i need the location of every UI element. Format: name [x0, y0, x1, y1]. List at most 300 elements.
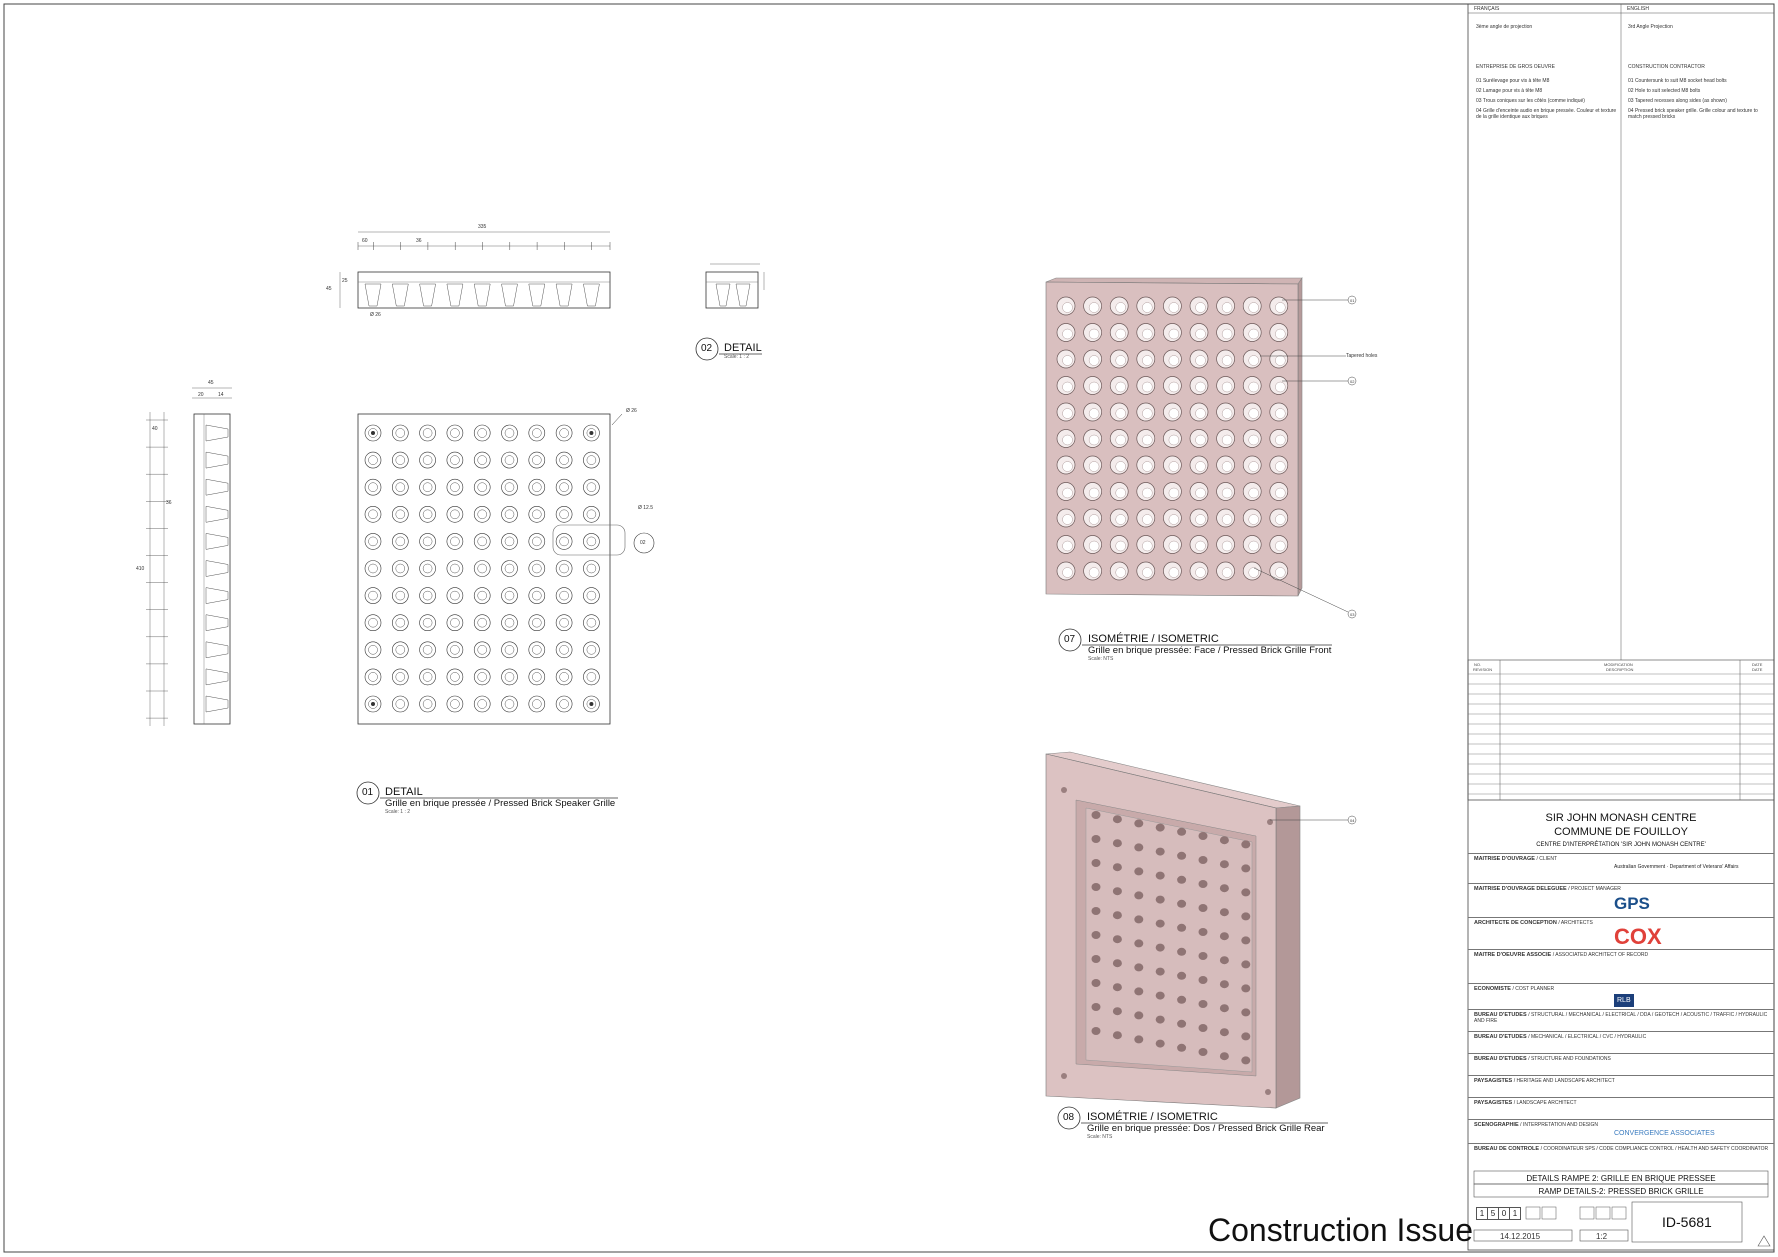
view-07-desc: Grille en brique pressée: Face / Pressed Brick Grille Front — [1088, 645, 1332, 656]
iso-hole-inner — [1169, 382, 1179, 392]
iso-hole-inner — [1275, 515, 1285, 525]
iso-rear-hole — [1199, 952, 1208, 960]
view-08-title — [1087, 1111, 1325, 1140]
grille-hole-inner — [369, 591, 378, 600]
top-taper — [556, 284, 572, 306]
party-logo: GPS — [1614, 894, 1650, 913]
iso-rear-hole — [1156, 896, 1165, 904]
party-role: SCENOGRAPHIE — [1474, 1122, 1521, 1128]
grille-hole-inner — [478, 456, 487, 465]
iso-rear-hole — [1156, 992, 1165, 1000]
iso-rear-hole — [1134, 1011, 1143, 1019]
grille-hole-inner — [396, 700, 405, 709]
party-separator — [1468, 1009, 1774, 1010]
grille-hole-inner — [450, 700, 459, 709]
grille-hole — [502, 588, 518, 604]
iso-rear-hole — [1220, 980, 1229, 988]
grille-hole-inner — [478, 618, 487, 627]
iso-hole-inner — [1222, 409, 1232, 419]
iso-rear-hole — [1092, 979, 1101, 987]
dim-top-height: 45 — [326, 286, 332, 292]
grille-hole-inner — [587, 564, 596, 573]
grille-hole-inner — [450, 672, 459, 681]
detail-02-reference: 02 — [640, 540, 646, 546]
iso-rear-hole — [1199, 904, 1208, 912]
grille-hole — [474, 425, 490, 441]
iso-hole-inner — [1249, 356, 1259, 366]
grille-hole — [502, 615, 518, 631]
side-taper — [206, 669, 228, 685]
iso-hole-inner — [1249, 435, 1259, 445]
top-taper — [583, 284, 599, 306]
bolt-hole — [371, 431, 375, 435]
party-role-en: / STRUCTURAL / MECHANICAL / ELECTRICAL / DDA / GEOTECH / ACOUSTIC / TRAFFIC / HYDRAULIC AND FIRE — [1474, 1012, 1768, 1024]
party-separator — [1468, 1143, 1774, 1144]
grille-hole — [474, 506, 490, 522]
callout-04: 04 — [1350, 818, 1355, 823]
iso-hole-inner — [1222, 541, 1232, 551]
iso-hole-inner — [1222, 488, 1232, 498]
iso-rear-hole — [1241, 1056, 1250, 1064]
grille-hole-inner — [587, 483, 596, 492]
empty-code-box — [1542, 1207, 1556, 1219]
grille-hole — [529, 642, 545, 658]
grille-hole — [583, 479, 599, 495]
iso-hole-inner — [1063, 409, 1073, 419]
party-role: MAITRE D'OEUVRE ASSOCIE — [1474, 952, 1553, 958]
iso-rear-hole — [1156, 920, 1165, 928]
grille-hole-inner — [423, 618, 432, 627]
iso-rear-hole — [1134, 963, 1143, 971]
grille-hole — [556, 696, 572, 712]
iso-rear-hole — [1241, 840, 1250, 848]
grille-hole — [447, 696, 463, 712]
drawing-title-en: RAMP DETAILS-2: PRESSED BRICK GRILLE — [1538, 1187, 1704, 1196]
iso-hole-inner — [1275, 541, 1285, 551]
grille-hole-inner — [478, 700, 487, 709]
iso-rear-hole — [1199, 880, 1208, 888]
grille-hole — [392, 642, 408, 658]
iso-hole-inner — [1063, 488, 1073, 498]
iso-hole-inner — [1222, 303, 1232, 313]
grille-hole-inner — [532, 564, 541, 573]
grille-hole-inner — [369, 456, 378, 465]
party-row — [1474, 1122, 1770, 1137]
dim-hole-125: Ø 12.5 — [638, 505, 654, 511]
view-01-name: DETAIL — [385, 786, 423, 798]
grille-hole-inner — [423, 645, 432, 654]
code-box: 0 — [1498, 1207, 1510, 1220]
iso-rear-hole — [1220, 1052, 1229, 1060]
iso-hole-inner — [1222, 329, 1232, 339]
grille-hole-inner — [505, 618, 514, 627]
grille-hole — [556, 588, 572, 604]
top-taper — [392, 284, 408, 306]
grille-hole — [392, 506, 408, 522]
party-row — [1474, 856, 1770, 870]
party-role: BUREAU D'ETUDES — [1474, 1034, 1529, 1040]
iso-hole-inner — [1196, 329, 1206, 339]
iso-hole-inner — [1063, 303, 1073, 313]
iso-hole-inner — [1169, 462, 1179, 472]
rev-mod-sub: DESCRIPTION — [1606, 667, 1634, 672]
project-title-1: SIR JOHN MONASH CENTRE — [1545, 812, 1697, 824]
party-separator — [1468, 1031, 1774, 1032]
grille-hole — [474, 642, 490, 658]
party-role: PAYSAGISTES — [1474, 1078, 1514, 1084]
grille-hole-inner — [450, 645, 459, 654]
iso-rear-hole — [1199, 1000, 1208, 1008]
iso-hole-inner — [1196, 541, 1206, 551]
grille-hole — [392, 696, 408, 712]
grille-hole — [529, 696, 545, 712]
grille-hole — [529, 533, 545, 549]
grille-hole — [392, 425, 408, 441]
party-role: BUREAU D'ETUDES — [1474, 1012, 1529, 1018]
iso-rear-hole — [1220, 932, 1229, 940]
grille-hole-inner — [478, 672, 487, 681]
iso-hole-inner — [1116, 409, 1126, 419]
iso-hole-inner — [1275, 488, 1285, 498]
iso-hole-inner — [1249, 382, 1259, 392]
iso-rear-hole — [1156, 848, 1165, 856]
grille-hole-inner — [396, 429, 405, 438]
iso-rear-hole — [1156, 824, 1165, 832]
grille-hole — [365, 642, 381, 658]
party-role-en: / COORDINATEUR SPS / CODE COMPLIANCE CONTROL / HEALTH AND SAFETY COORDINATOR — [1540, 1146, 1769, 1152]
party-separator — [1468, 1097, 1774, 1098]
iso-hole-inner — [1169, 409, 1179, 419]
note-item: 03 Trous coniques sur les côtés (comme indiqué) — [1476, 98, 1585, 104]
grille-hole-inner — [587, 618, 596, 627]
grille-hole — [583, 588, 599, 604]
top-taper — [529, 284, 545, 306]
iso-hole-inner — [1116, 541, 1126, 551]
party-role-en: / LANDSCAPE ARCHITECT — [1513, 1100, 1577, 1106]
party-row — [1474, 952, 1770, 958]
party-role: BUREAU DE CONTROLE — [1474, 1146, 1541, 1152]
empty-code-box — [1526, 1207, 1540, 1219]
grille-hole — [392, 561, 408, 577]
grille-hole — [502, 696, 518, 712]
iso-hole-inner — [1063, 435, 1073, 445]
iso-rear-hole — [1241, 888, 1250, 896]
iso-hole-inner — [1089, 303, 1099, 313]
grille-hole-inner — [423, 591, 432, 600]
grille-hole — [474, 561, 490, 577]
grille-hole — [502, 561, 518, 577]
grille-hole — [365, 506, 381, 522]
iso-hole-inner — [1142, 382, 1152, 392]
iso-rear-hole — [1113, 935, 1122, 943]
iso-hole-inner — [1196, 303, 1206, 313]
iso-rear-hole — [1177, 852, 1186, 860]
dim-side-a: 20 — [198, 392, 204, 398]
grille-hole — [365, 561, 381, 577]
iso-hole-inner — [1116, 515, 1126, 525]
isometric-front-view — [1046, 278, 1302, 596]
party-separator — [1468, 1053, 1774, 1054]
party-role-en: / STRUCTURE AND FOUNDATIONS — [1528, 1056, 1611, 1062]
grille-hole-inner — [396, 510, 405, 519]
iso-rear-hole — [1113, 1007, 1122, 1015]
iso-rear-hole — [1241, 984, 1250, 992]
view-01-scale: Scale: 1 : 2 — [385, 809, 411, 815]
iso-hole-inner — [1275, 435, 1285, 445]
empty-code-box — [1580, 1207, 1594, 1219]
party-logo: Australian Government · Department of Veterans' Affairs — [1614, 864, 1739, 870]
empty-code-box — [1612, 1207, 1626, 1219]
iso-rear-hole — [1156, 944, 1165, 952]
iso-hole-inner — [1063, 356, 1073, 366]
view-08-desc: Grille en brique pressée: Dos / Pressed Brick Grille Rear — [1087, 1123, 1325, 1134]
grille-hole — [420, 533, 436, 549]
side-taper — [206, 479, 228, 495]
grille-hole — [420, 669, 436, 685]
party-role: MAITRISE D'OUVRAGE DELEGUEE — [1474, 886, 1569, 892]
party-row — [1474, 886, 1770, 913]
iso-rear-hole — [1177, 996, 1186, 1004]
grille-hole — [447, 533, 463, 549]
iso-hole-inner — [1196, 382, 1206, 392]
iso-rear-hole — [1241, 936, 1250, 944]
grille-hole-inner — [587, 645, 596, 654]
grille-hole — [392, 588, 408, 604]
grille-hole-inner — [505, 537, 514, 546]
iso-rear-hole — [1220, 956, 1229, 964]
grille-hole — [502, 452, 518, 468]
iso-hole-inner — [1089, 462, 1099, 472]
grille-hole-inner — [369, 618, 378, 627]
grille-hole-inner — [450, 564, 459, 573]
iso-rear-hole — [1113, 815, 1122, 823]
iso-hole-inner — [1089, 541, 1099, 551]
iso-hole-inner — [1249, 462, 1259, 472]
iso-hole-inner — [1116, 568, 1126, 578]
projection-en: 3rd Angle Projection — [1628, 24, 1673, 30]
grille-hole — [583, 561, 599, 577]
view-08-number: 08 — [1063, 1112, 1075, 1123]
iso-rear-hole — [1113, 983, 1122, 991]
iso-rear-hole — [1156, 872, 1165, 880]
iso-hole-inner — [1089, 515, 1099, 525]
iso-rear-hole — [1134, 915, 1143, 923]
party-row — [1474, 920, 1770, 949]
iso-hole-inner — [1249, 488, 1259, 498]
party-row — [1474, 1078, 1770, 1084]
side-taper — [206, 533, 228, 549]
party-role-en: / HERITAGE AND LANDSCAPE ARCHITECT — [1513, 1078, 1615, 1084]
dim-top-diameter: Ø 26 — [370, 312, 381, 318]
grille-hole-inner — [532, 645, 541, 654]
top-taper — [474, 284, 490, 306]
grille-hole-inner — [369, 645, 378, 654]
iso-rear-hole — [1113, 863, 1122, 871]
grille-hole-inner — [532, 429, 541, 438]
top-taper — [447, 284, 463, 306]
iso-hole-inner — [1275, 568, 1285, 578]
iso-hole-inner — [1169, 356, 1179, 366]
party-role-en: / INTERPRETATION AND DESIGN — [1520, 1122, 1599, 1128]
grille-hole — [420, 506, 436, 522]
grille-hole-inner — [587, 672, 596, 681]
grille-hole-inner — [532, 510, 541, 519]
iso-hole-inner — [1063, 515, 1073, 525]
note-item: 02 Lamage pour vis à tête M8 — [1476, 88, 1543, 94]
iso-hole-inner — [1222, 515, 1232, 525]
side-taper — [206, 642, 228, 658]
iso-hole-inner — [1249, 409, 1259, 419]
grille-hole — [474, 479, 490, 495]
iso-hole-inner — [1116, 356, 1126, 366]
grille-hole-inner — [560, 537, 569, 546]
grille-hole-inner — [587, 537, 596, 546]
grille-hole — [474, 696, 490, 712]
grille-hole — [365, 452, 381, 468]
iso-hole-inner — [1063, 462, 1073, 472]
party-row — [1474, 1056, 1770, 1062]
grille-hole-inner — [560, 618, 569, 627]
grille-hole-inner — [560, 645, 569, 654]
iso-hole-inner — [1063, 382, 1073, 392]
grille-hole — [556, 425, 572, 441]
grille-hole — [474, 533, 490, 549]
bolt-hole — [589, 702, 593, 706]
grille-hole-inner — [369, 564, 378, 573]
grille-hole — [556, 669, 572, 685]
callout-01: 01 — [1350, 298, 1355, 303]
iso-hole-inner — [1142, 568, 1152, 578]
grille-hole — [420, 615, 436, 631]
iso-rear-hole — [1092, 931, 1101, 939]
callout-03: 03 — [1350, 612, 1355, 617]
side-taper — [206, 561, 228, 577]
iso-hole-inner — [1249, 515, 1259, 525]
bolt-hole — [371, 702, 375, 706]
iso-rear-hole — [1199, 1024, 1208, 1032]
iso-hole-inner — [1142, 435, 1152, 445]
iso-hole-inner — [1275, 329, 1285, 339]
iso-rear-hole — [1220, 836, 1229, 844]
dim-top-pitch: 36 — [416, 238, 422, 244]
party-role-en: / COST PLANNER — [1512, 986, 1555, 992]
iso-hole-inner — [1196, 568, 1206, 578]
empty-code-box — [1596, 1207, 1610, 1219]
iso-hole-inner — [1116, 382, 1126, 392]
iso-rear-hole — [1092, 883, 1101, 891]
grille-hole — [529, 588, 545, 604]
top-taper — [365, 284, 381, 306]
iso-rear-hole — [1134, 987, 1143, 995]
grille-hole — [447, 561, 463, 577]
iso-rear-hole — [1199, 856, 1208, 864]
grille-hole — [583, 615, 599, 631]
party-role-en: / ARCHITECTS — [1558, 920, 1593, 926]
grille-hole — [447, 669, 463, 685]
iso-rear-hole — [1177, 1044, 1186, 1052]
party-separator — [1468, 917, 1774, 918]
iso-hole-inner — [1142, 515, 1152, 525]
side-taper — [206, 588, 228, 604]
iso-hole-inner — [1142, 356, 1152, 366]
grille-hole-inner — [423, 672, 432, 681]
grille-hole-inner — [587, 591, 596, 600]
iso-hole-inner — [1222, 568, 1232, 578]
grille-hole-inner — [450, 537, 459, 546]
party-row — [1474, 1100, 1770, 1106]
grille-hole — [392, 479, 408, 495]
iso-rear-hole — [1092, 835, 1101, 843]
grille-hole — [556, 506, 572, 522]
grille-hole-inner — [505, 510, 514, 519]
iso-rear-hole — [1092, 859, 1101, 867]
view-02-number: 02 — [701, 343, 713, 354]
grille-hole-inner — [560, 700, 569, 709]
drawing-date: 14.12.2015 — [1500, 1232, 1541, 1241]
grille-hole — [583, 669, 599, 685]
iso-rear-hole — [1220, 908, 1229, 916]
iso-hole-inner — [1249, 329, 1259, 339]
party-row — [1474, 1146, 1770, 1152]
view-08-name: ISOMÉTRIE / ISOMETRIC — [1087, 1111, 1218, 1123]
legend-col-en: ENGLISH — [1627, 6, 1649, 12]
iso-hole-inner — [1089, 409, 1099, 419]
iso-rear-hole — [1199, 976, 1208, 984]
iso-rear-hole — [1199, 832, 1208, 840]
iso-hole-inner — [1222, 356, 1232, 366]
iso-hole-inner — [1169, 329, 1179, 339]
party-separator — [1468, 983, 1774, 984]
iso-hole-inner — [1089, 488, 1099, 498]
iso-hole-inner — [1142, 488, 1152, 498]
contractor-en: CONSTRUCTION CONTRACTOR — [1628, 64, 1705, 70]
iso-hole-inner — [1275, 356, 1285, 366]
view-08-scale: Scale: NTS — [1087, 1134, 1113, 1140]
grille-hole — [529, 452, 545, 468]
iso-hole-inner — [1089, 382, 1099, 392]
grille-hole-inner — [532, 700, 541, 709]
contractor-fr: ENTREPRISE DE GROS OEUVRE — [1476, 64, 1555, 70]
party-separator — [1468, 1075, 1774, 1076]
view-07-title — [1088, 633, 1331, 662]
grille-hole — [529, 425, 545, 441]
grille-hole — [365, 479, 381, 495]
grille-hole-inner — [560, 672, 569, 681]
iso-hole-inner — [1275, 382, 1285, 392]
iso-rear-hole — [1134, 891, 1143, 899]
iso-hole-inner — [1222, 435, 1232, 445]
grille-hole-inner — [505, 591, 514, 600]
party-separator — [1468, 1119, 1774, 1120]
dim-side-pitch: 36 — [166, 500, 172, 506]
project-title-2: COMMUNE DE FOUILLOY — [1554, 826, 1688, 838]
iso-hole-inner — [1169, 515, 1179, 525]
iso-hole-inner — [1116, 435, 1126, 445]
top-taper — [502, 284, 518, 306]
grille-hole — [447, 479, 463, 495]
grille-hole-inner — [560, 456, 569, 465]
grille-hole-inner — [396, 537, 405, 546]
grille-hole — [502, 425, 518, 441]
iso-rear-hole — [1134, 867, 1143, 875]
iso-rear-hole — [1177, 972, 1186, 980]
iso-rear-hole — [1134, 939, 1143, 947]
grille-hole-inner — [423, 483, 432, 492]
grille-hole-inner — [478, 510, 487, 519]
grille-hole — [556, 561, 572, 577]
iso-rear-hole — [1177, 828, 1186, 836]
grille-hole — [447, 506, 463, 522]
